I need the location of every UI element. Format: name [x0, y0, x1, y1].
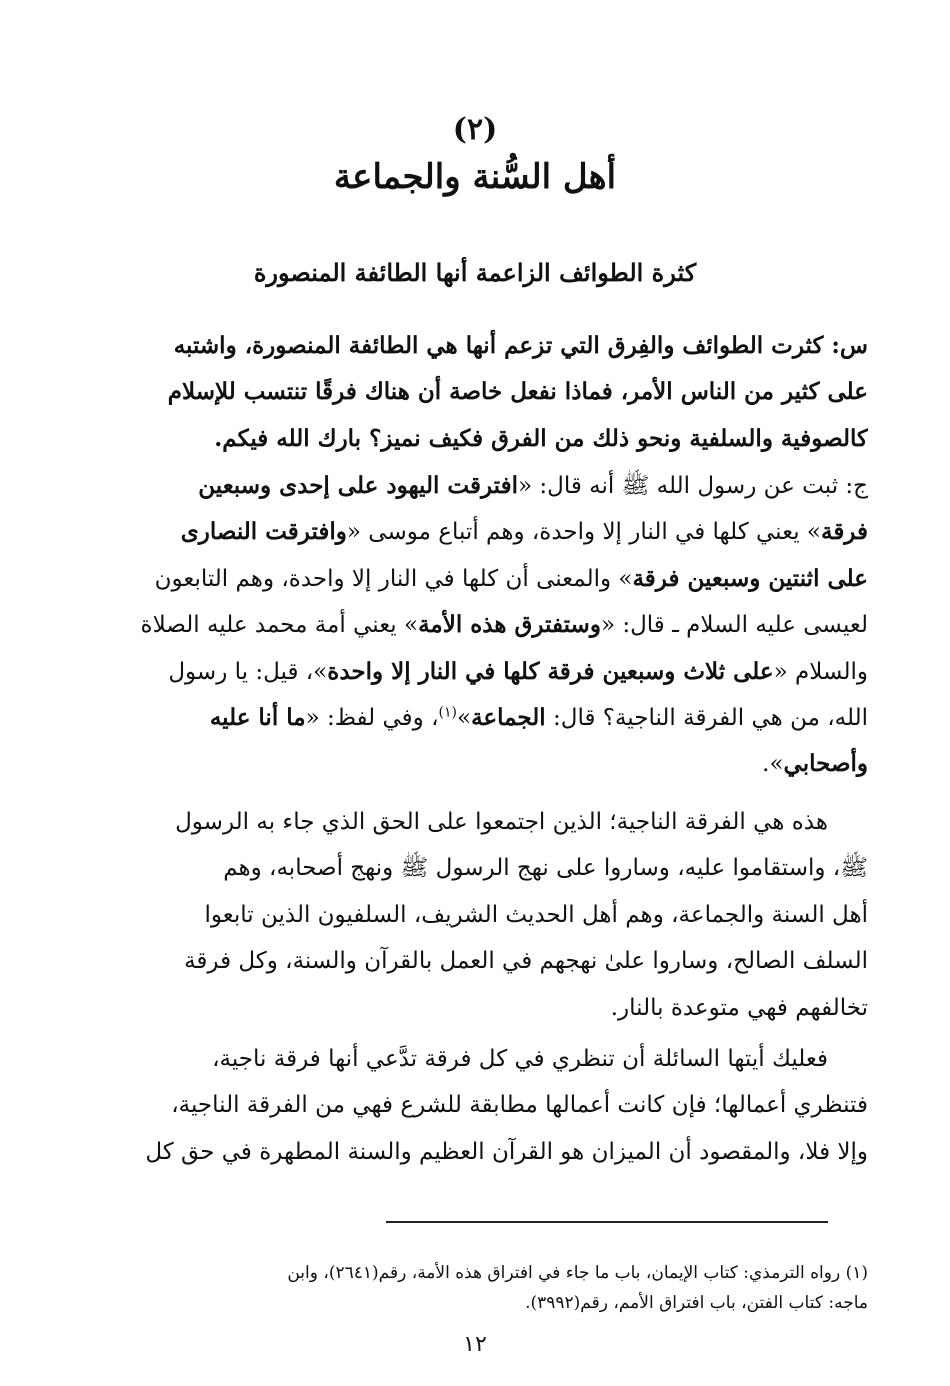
answer-line [78, 741, 868, 787]
answer-line [78, 556, 868, 602]
paragraph-line: فعليك أيتها السائلة أن تنظري في كل فرقة تدَّعي أنها فرقة ناجية، [212, 1046, 828, 1072]
answer-text: والسلام « [773, 658, 868, 685]
footnote [78, 1258, 868, 1318]
footnote-line: (١) رواه الترمذي: كتاب الإيمان، باب ما جاء في افتراق هذه الأمة، رقم(٢٦٤١)، وابن [287, 1263, 868, 1283]
answer-line [78, 649, 868, 695]
hadith-quote: وستفترق هذه الأمة [418, 611, 601, 639]
hadith-quote: على اثنتين وسبعين فرقة [632, 564, 868, 592]
hadith-quote: الجماعة [471, 703, 546, 731]
answer-text: » يعني كلها في النار إلا واحدة، وهم أتباع موسى « [346, 519, 821, 546]
paragraph-line: فتنظري أعمالها؛ فإن كانت أعمالها مطابقة للشرع فهي من الفرقة الناجية، [171, 1092, 868, 1119]
hadith-quote: وأصحابي [783, 750, 868, 778]
question-paragraph [78, 323, 868, 462]
answer-text: »، قيل: يا رسول [168, 658, 328, 685]
footnote-marker[interactable]: (١) [438, 704, 457, 721]
answer-text: » [456, 704, 472, 731]
body-paragraph [78, 1036, 868, 1175]
answer-line [78, 695, 868, 741]
answer-line [78, 463, 868, 509]
paragraph-line: أهل السنة والجماعة، وهم أهل الحديث الشريف، السلفيون الذين تابعوا [204, 901, 868, 928]
answer-line [78, 602, 868, 648]
hadith-quote: على ثلاث وسبعين فرقة كلها في النار إلا واحدة [327, 657, 774, 685]
question-line: على كثير من الناس الأمر، فماذا نفعل خاصة أن هناك فرقًا تنتسب للإسلام [167, 378, 868, 406]
paragraph-line: السلف الصالح، وساروا علىٰ نهجهم في العمل بالقرآن والسنة، وكل فرقة [184, 948, 868, 975]
hadith-quote: افترقت اليهود على إحدى وسبعين [198, 472, 518, 499]
answer-text: الله، من هي الفرقة الناجية؟ قال: [545, 704, 868, 731]
paragraph-line: هذه هي الفرقة الناجية؛ الذين اجتمعوا على الحق الذي جاء به الرسول [175, 809, 828, 835]
chapter-number: (٢) [452, 112, 498, 147]
answer-paragraph [78, 463, 868, 788]
answer-text: » والمعنى أن كلها في النار إلا واحدة، وهم التابعون [154, 565, 633, 592]
answer-text: » يعني أمة محمد عليه الصلاة [140, 612, 419, 639]
answer-line [78, 509, 868, 555]
question-line: كالصوفية والسلفية ونحو ذلك من الفرق فكيف نميز؟ بارك الله فيكم. [214, 424, 868, 452]
paragraph-line: ﷺ، واستقاموا عليه، وساروا على نهج الرسول ﷺ ونهج أصحابه، وهم [223, 855, 868, 882]
page-number: ١٢ [463, 1332, 487, 1357]
question-line: س: كثرت الطوائف والفِرق التي تزعم أنها هي الطائفة المنصورة، واشتبه [173, 332, 868, 359]
hadith-quote: وافترقت النصارى [180, 518, 347, 546]
answer-text: ، وفي لفظ: « [305, 704, 439, 731]
footnote-divider [386, 1221, 828, 1223]
chapter-title: أهل السُّنة والجماعة [333, 157, 617, 197]
paragraph-line: وإلا فلا، والمقصود أن الميزان هو القرآن العظيم والسنة المطهرة في حق كل [145, 1138, 868, 1165]
answer-text: ج: ثبت عن رسول الله ﷺ أنه قال: « [518, 473, 868, 499]
footnote-line: ماجه: كتاب الفتن، باب افتراق الأمم، رقم(٣٩٩٢). [525, 1293, 868, 1313]
answer-text: لعيسى عليه السلام ـ قال: « [600, 612, 868, 639]
hadith-quote: ما أنا عليه [209, 703, 306, 731]
section-heading: كثرة الطوائف الزاعمة أنها الطائفة المنصورة [253, 258, 697, 287]
paragraph-line: تخالفهم فهي متوعدة بالنار. [610, 994, 868, 1021]
hadith-quote: فرقة [820, 518, 868, 546]
body-paragraph [78, 799, 868, 1031]
answer-text: ». [762, 751, 784, 778]
